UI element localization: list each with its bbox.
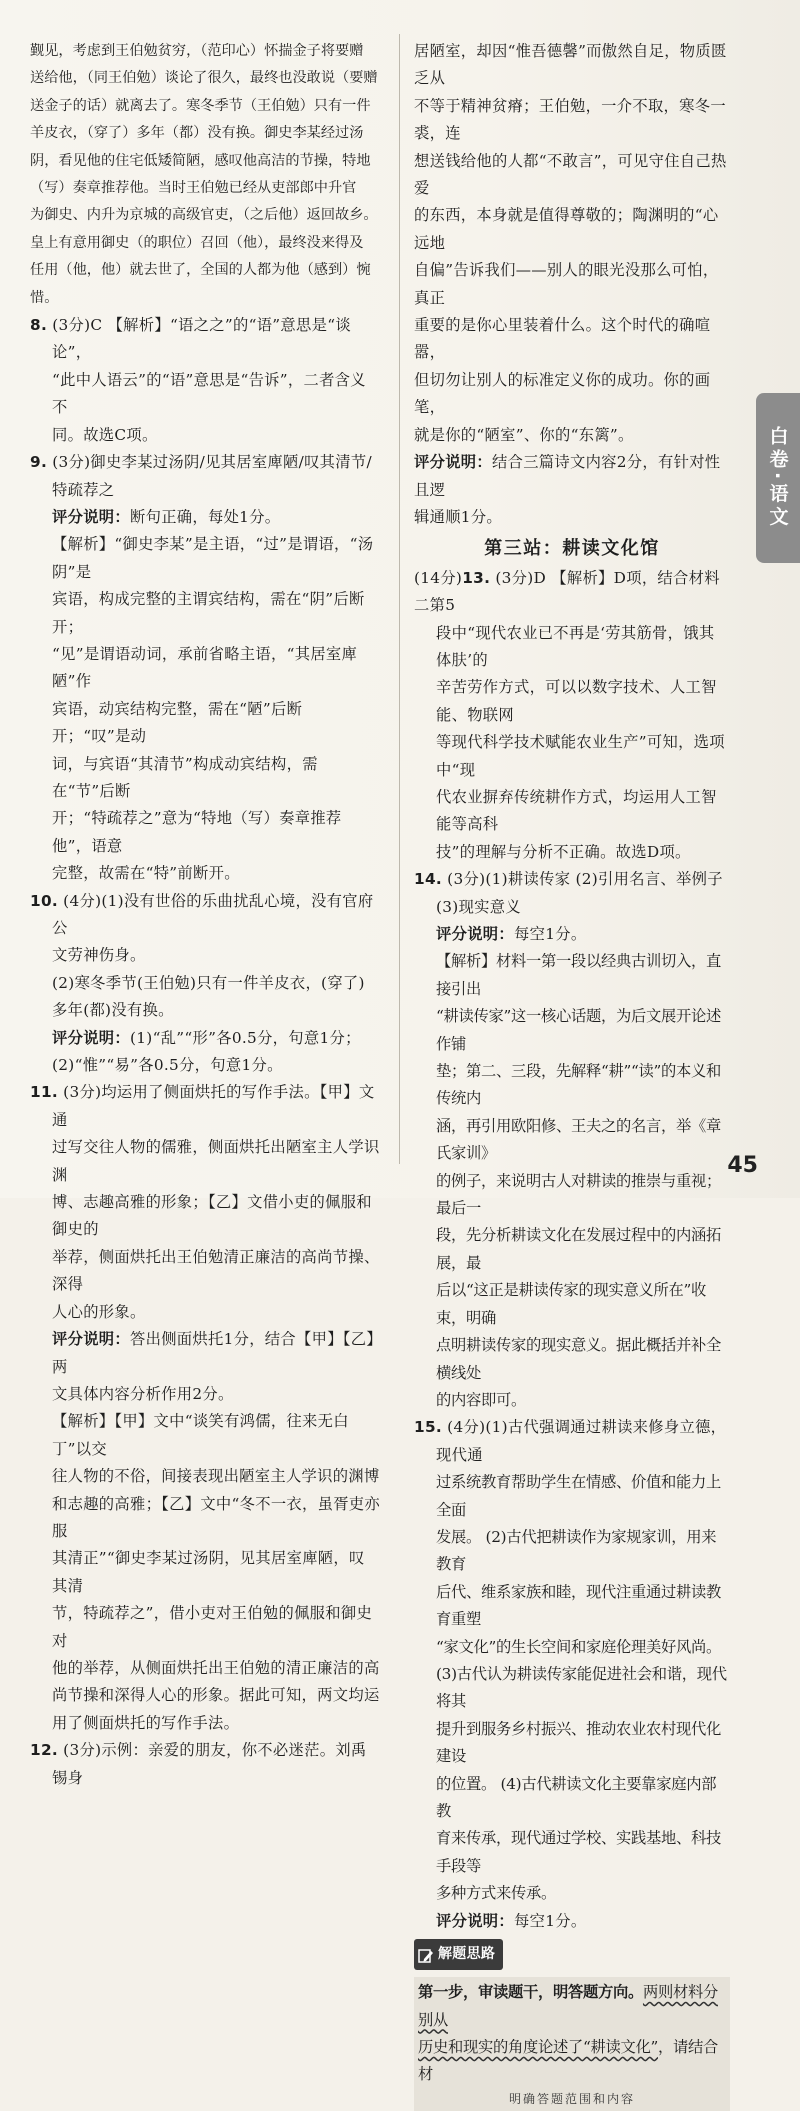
scoring-text: 每空1分。 [514,1911,587,1930]
answer-9 [30,449,380,888]
analysis-text: 其清正”“御史李某过汤阴，见其居室庳陋，叹其清 [52,1549,365,1595]
analysis-text: 尚节操和深得人心的形象。据此可知，两文均运 [52,1686,380,1705]
answer-text: 居陋室，却因“惟吾德馨”而傲然自足，物质匮乏从 [414,42,727,88]
analysis-text: 后以“这正是耕读传家的现实意义所在”收束，明确 [436,1281,706,1327]
analysis-text: 往人物的不俗，间接表现出陋室主人学识的渊博 [52,1467,380,1486]
passage-line: 羊皮衣，（穿了）多年（都）没有换。御史李某经过汤 [30,125,364,142]
question-number: 8. [30,316,48,335]
question-number: 15. [414,1418,442,1437]
analysis-text: 宾语，构成完整的主谓宾结构，需在“阴”后断开； [52,590,365,636]
scoring-text: 文具体内容分析作用2分。 [52,1384,234,1403]
scoring-label: 评分说明： [52,1028,130,1047]
answer-text: (3分)C 【解析】“语之之”的“语”意思是“谈论”， [52,316,351,362]
passage-line: 阴，看见他的住宅低矮简陋，感叹他高洁的节操，特地 [30,152,371,169]
subject-side-tab [756,393,800,563]
scoring-label: 评分说明： [52,507,130,526]
answer-8 [30,312,380,449]
answer-text: 同。故选C项。 [52,425,158,444]
passage-line: 送给他，（同王伯勉）谈论了很久，最终也没敢说（要赠 [30,70,378,87]
scoring-text: (1)“乱”“形”各0.5分，句意1分； [130,1028,361,1047]
question-number: 14. [414,870,442,889]
analysis-text: 用了侧面烘托的写作手法。 [52,1713,240,1732]
solution-tip-heading [414,1939,503,1970]
answer-15 [414,1414,730,1935]
answer-text: (3分)D 【解析】D项，结合材料二第5 [414,568,720,615]
answer-text: 人心的形象。 [52,1302,146,1321]
analysis-text: 的内容即可。 [436,1390,526,1409]
passage-line: 为御史、内升为京城的高级官吏，（之后他）返回故乡。 [30,207,378,224]
passage-line: （写）奏章推荐他。当时王伯勉已经从吏部郎中升官 [30,180,357,197]
solution-tip-box [414,1977,730,2111]
answer-text: 育来传承，现代通过学校、实践基地、科技手段等 [436,1829,721,1875]
passage-line: 任用（他，他）就去世了，全国的人都为他（感到）惋惜。 [30,262,371,306]
answer-text: (4分)(1)没有世俗的乐曲扰乱心境，没有官府公 [52,891,374,937]
step-text: 历史和现实的角度论述了“耕读文化” [418,2037,658,2056]
answer-text: 自偏”告诉我们——别人的眼光没那么可怕，真正 [414,261,719,307]
translation-passage [30,38,380,312]
answer-text: 多种方式来传承。 [436,1884,556,1903]
step-text: ，请结合材 [418,2037,718,2084]
scoring-text: 断句正确，每处1分。 [130,507,281,526]
analysis-text: 节，特疏荐之”，借小吏对王伯勉的佩服和御史对 [52,1604,373,1650]
scoring-label: 评分说明： [436,925,514,943]
analysis-text: “见”是谓语动词，承前省略主语，“其居室庳陋”作 [52,644,358,691]
question-number: 9. [30,453,48,472]
answer-text: (3分)(1)耕读传家 (2)引用名言、举例子 [447,870,723,889]
answer-text: (3)现实意义 [436,897,521,916]
analysis-text: 宾语，动宾结构完整，需在“陋”后断开；“叹”是动 [52,699,303,746]
answer-text: 特疏荐之 [52,480,115,499]
column-divider [399,34,400,1164]
answer-text: 过系统教育帮助学生在情感、价值和能力上全面 [436,1473,721,1519]
analysis-text: 完整，故需在“特”前断开。 [52,864,240,883]
analysis-text: 段，先分析耕读文化在发展过程中的内涵拓展，最 [436,1226,721,1272]
analysis-text: 涵，再引用欧阳修、王夫之的名言，举《章氏家训》 [436,1116,721,1163]
answer-13 [414,565,730,866]
answer-text: (3)古代认为耕读传家能促进社会和谐，现代将其 [436,1664,727,1711]
answer-text: 就是你的“陋室”、你的“东篱”。 [414,425,634,444]
answer-text: “家文化”的生长空间和家庭伦理美好风尚。 [436,1637,721,1656]
passage-line: 觐见，考虑到王伯勉贫穷，（范印心）怀揣金子将要赠 [30,43,364,59]
analysis-text: 的例子，来说明古人对耕读的推崇与重视；最后一 [436,1171,721,1218]
answer-text: 重要的是你心里装着什么。这个时代的确喧嚣， [414,316,711,362]
answer-text: (3分)御史李某过汤阴/见其居室庳陋/叹其清节/ [52,453,372,472]
answer-10 [30,888,380,1080]
answer-text: 想送钱给他的人都“不敢言”，可见守住自己热爱 [414,151,727,198]
answer-text: 举荐，侧面烘托出王伯勉清正廉洁的高尚节操、深得 [52,1247,380,1294]
analysis-text: “耕读传家”这一核心话题，为后文展开论述作铺 [436,1007,721,1053]
answer-text: 不等于精神贫瘠；王伯勉，一介不取，寒冬一裘，连 [414,96,726,143]
answer-12-continued [414,38,730,531]
answer-text: 的位置。 (4)古代耕读文化主要靠家庭内部教 [436,1774,717,1820]
left-column [30,38,380,1792]
answer-text: 段中“现代农业已不再是‘劳其筋骨，饿其体肤’的 [436,623,715,669]
solution-tip-title: 解题思路 [438,1946,496,1963]
answer-text: 提升到服务乡村振兴、推动农业农村现代化建设 [436,1719,721,1766]
section-score: (14分) [414,568,463,587]
step-label: 第一步，审读题干，明答题方向。 [418,1983,643,2002]
step-text: 两则材料分别从 [418,1983,718,2029]
scoring-text: (2)“惟”“易”各0.5分，句意1分。 [52,1056,283,1075]
analysis-text: 开；“特疏荐之”意为“特地（写）奏章推荐他”，语意 [52,809,342,855]
passage-line: 皇上有意用御史（的职位）召回（他），最终没来得及 [30,234,364,251]
page-number: 45 [727,1153,758,1178]
answer-text: 多年(都)没有换。 [52,1001,174,1020]
handwritten-note: 明确答题范围和内容 [508,2091,635,2106]
scoring-text: 结合三篇诗文内容2分，有针对性且逻 [414,453,721,499]
analysis-text: 【解析】材料一第一段以经典古训切入，直接引出 [436,952,721,998]
answer-text: 代农业摒弃传统耕作方式，均运用人工智能等高科 [436,787,717,834]
answer-text: 辛苦劳作方式，可以以数字技术、人工智能、物联网 [436,678,717,724]
answer-text: “此中人语云”的“语”意思是“告诉”，二者含义不 [52,370,366,417]
analysis-text: 词，与宾语“其清节”构成动宾结构，需在“节”后断 [52,754,318,800]
passage-line: 送金子的话）就离去了。寒冬季节（王伯勉）只有一件 [30,97,371,114]
subject-side-tab-label: 白卷·语文 [766,426,789,530]
scoring-label: 评分说明： [414,453,492,472]
answer-text: 但切勿让别人的标准定义你的成功。你的画笔， [414,370,711,417]
question-number: 12. [30,1741,58,1760]
scoring-label: 评分说明： [436,1911,514,1930]
question-number: 10. [30,891,58,910]
answer-text: (3分)均运用了侧面烘托的写作手法。【甲】文通 [52,1083,375,1129]
question-number: 11. [30,1083,58,1102]
right-column [414,38,730,2111]
answer-text: 博、志趣高雅的形象；【乙】文借小吏的佩服和御史的 [52,1193,372,1239]
pencil-note-icon [418,1947,434,1963]
scoring-text: 每空1分。 [514,925,587,943]
answer-text: 文劳神伤身。 [52,946,146,965]
answer-text: 过写交往人物的儒雅，侧面烘托出陋室主人学识渊 [52,1138,380,1184]
answer-text: 后代、维系家族和睦，现代注重通过耕读教育重塑 [436,1582,721,1629]
answer-text: 的东西，本身就是值得尊敬的；陶渊明的“心远地 [414,206,719,252]
scoring-label: 评分说明： [52,1330,130,1349]
answer-text: 技”的理解与分析不正确。故选D项。 [436,842,691,861]
analysis-text: 【解析】【甲】文中“谈笑有鸿儒，往来无白丁”以交 [52,1412,349,1458]
question-number: 13. [462,568,491,587]
answer-12 [30,1737,380,1792]
analysis-text: 和志趣的高雅；【乙】文中“冬不一衣，虽胥吏亦服 [52,1494,381,1540]
answer-text: 发展。 (2)古代把耕读作为家规家训，用来教育 [436,1527,717,1574]
scoring-text: 辑通顺1分。 [414,507,503,526]
answer-11 [30,1079,380,1737]
analysis-text: 垫；第二、三段，先解释“耕”“读”的本义和传统内 [436,1062,722,1108]
scoring-text: 答出侧面烘托1分，结合【甲】【乙】两 [52,1330,375,1376]
station-title: 第三站：耕读文化馆 [484,538,660,560]
analysis-text: 【解析】“御史李某”是主语，“过”是谓语，“汤阴”是 [52,535,374,581]
analysis-text: 点明耕读传家的现实意义。据此概括并补全横线处 [436,1336,721,1382]
answer-text: (2)寒冬季节(王伯勉)只有一件羊皮衣，(穿了) [52,973,365,992]
answer-14 [414,866,730,1414]
answer-text: 等现代科学技术赋能农业生产”可知，选项中“现 [436,733,725,779]
analysis-text: 他的举荐，从侧面烘托出王伯勉的清正廉洁的高 [52,1658,380,1677]
answer-text: (4分)(1)古代强调通过耕读来修身立德，现代通 [436,1418,727,1464]
answer-text: (3分)示例：亲爱的朋友，你不必迷茫。刘禹锡身 [52,1741,367,1787]
